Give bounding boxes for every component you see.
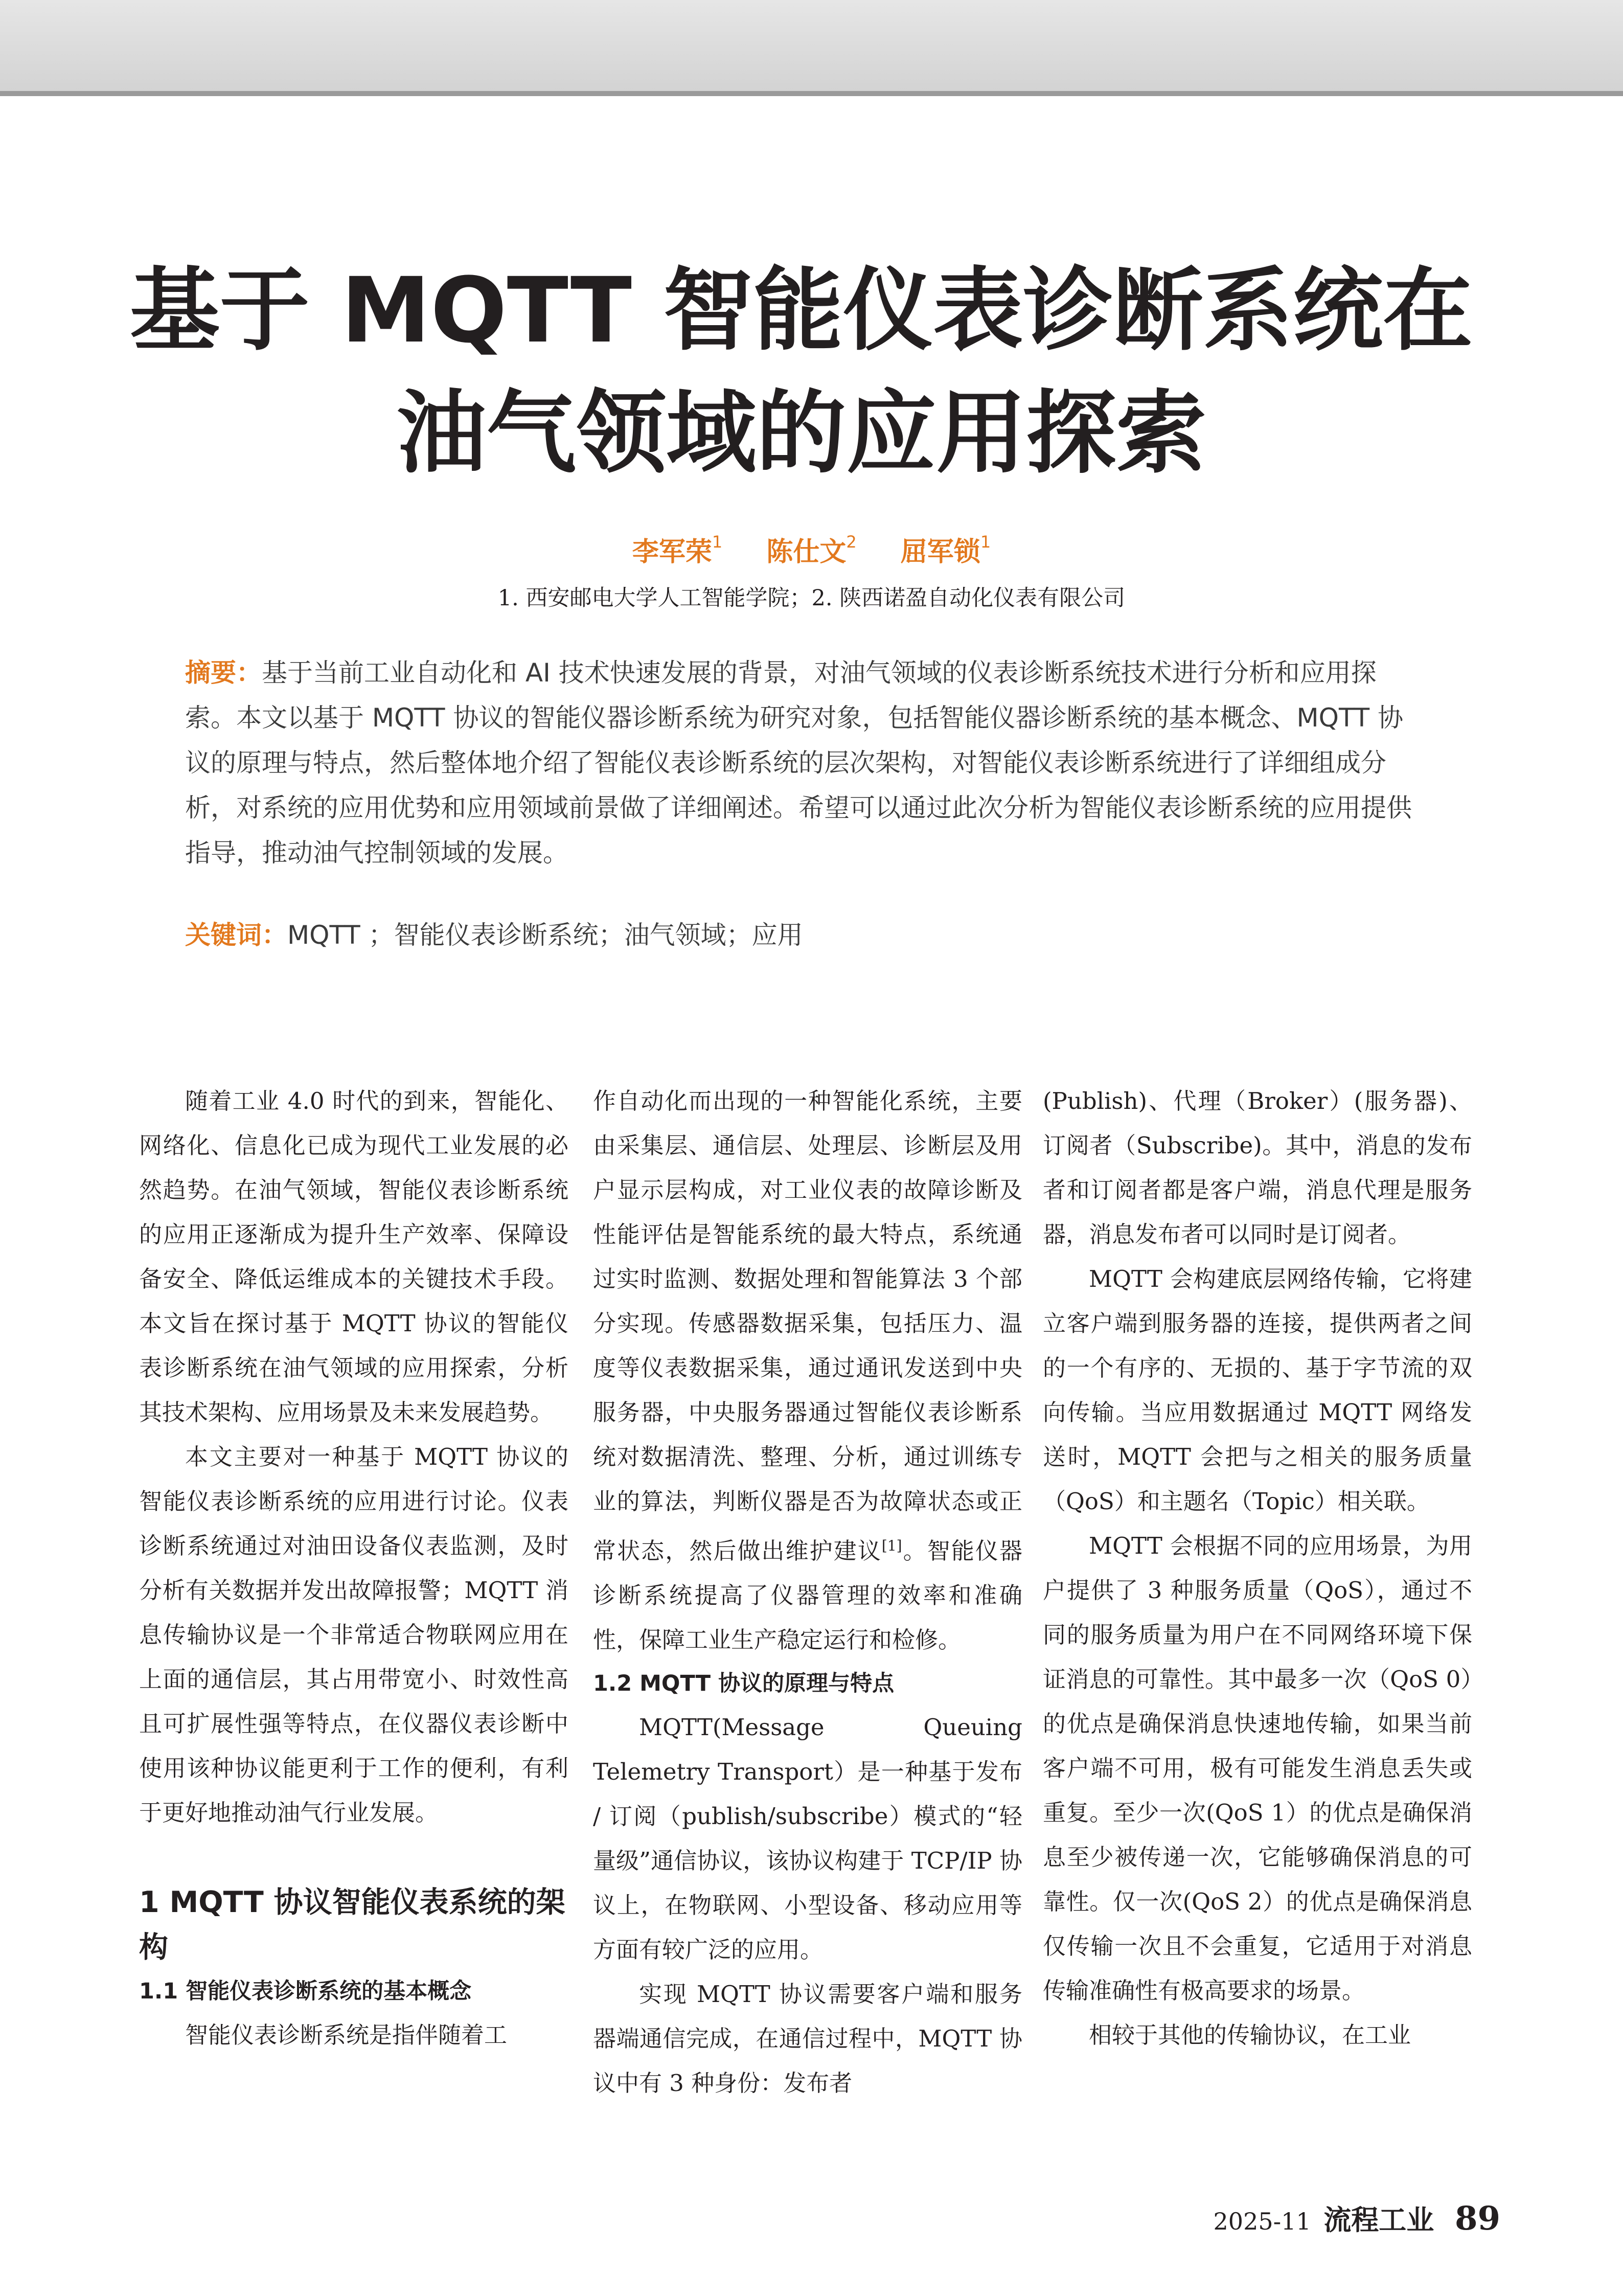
paragraph: MQTT 会构建底层网络传输，它将建立客户端到服务器的连接，提供两者之间的一个有序的、无损的、基于字节流的双向传输。当应用数据通过 MQTT 网络发送时，MQTT 会把与之相关的服务质量（QoS）和主题名（Topic）相关联。 [1043,1265,1472,1515]
paragraph: 实现 MQTT 协议需要客户端和服务器端通信完成，在通信过程中，MQTT 协议中有 3 种身份：发布者 [593,1981,1022,2097]
keywords [185,913,1422,958]
paragraph: 智能仪表诊断系统是指伴随着工 [185,2021,508,2049]
paragraph: 作自动化而出现的一种智能化系统，主要由采集层、通信层、处理层、诊断层及用户显示层构成，对工业仪表的故障诊断及性能评估是智能系统的最大特点，系统通过实时监测、数据处理和智能算法 3 个部分实现。传感器数据采集，包括压力、温度等仪表数据采集，通过通讯发送到中央服务器，中央服务器通过智能仪表诊断系统对数据清洗、整理、分析，通过训练专业的算法，判断仪器是否为故障状态或正常状态，然后做出维护建议[1]。智能仪器诊断系统提高了仪器管理的效率和准确性，保障工业生产稳定运行和检修。 [593,1087,1022,1653]
body-column-1 [139,1079,568,2057]
paragraph: MQTT 会根据不同的应用场景，为用户提供了 3 种服务质量（QoS），通过不同的服务质量为用户在不同网络环境下保证消息的可靠性。其中最多一次（QoS 0）的优点是确保消息快速地传输，如果当前客户端不可用，极有可能发生消息丢失或重复。至少一次(QoS 1）的优点是确保消息至少被传递一次，它能够确保消息的可靠性。仅一次(QoS 2）的优点是确保消息仅传输一次且不会重复，它适用于对消息传输准确性有极高要求的场景。 [1043,1532,1472,2004]
paragraph: 相较于其他的传输协议，在工业 [1089,2021,1411,2049]
paragraph: MQTT(Message Queuing Telemetry Transport）是一种基于发布 / 订阅（publish/subscribe）模式的“轻量级”通信协议，该协议构建于 TCP/IP 协议上，在物联网、小型设备、移动应用等方面有较广泛的应用。 [593,1714,1022,1963]
paragraph: (Publish)、代理（Broker）(服务器)、订阅者（Subscribe)。其中，消息的发布者和订阅者都是客户端，消息代理是服务器，消息发布者可以同时是订阅者。 [1043,1087,1472,1248]
journal-name: 流程工业 [1323,2203,1434,2236]
abstract-text: 基于当前工业自动化和 AI 技术快速发展的背景，对油气领域的仪表诊断系统技术进行分析和应用探索。本文以基于 MQTT 协议的智能仪器诊断系统为研究对象，包括智能仪器诊断系统的基本概念、MQTT 协议的原理与特点，然后整体地介绍了智能仪表诊断系统的层次架构，对智能仪表诊断系统进行了详细组成分析，对系统的应用优势和应用领域前景做了详细阐述。希望可以通过此次分析为智能仪表诊断系统的应用提供指导，推动油气控制领域的发展。 [185,658,1412,868]
issue-date: 2025-11 [1213,2208,1311,2235]
paragraph: 本文主要对一种基于 MQTT 协议的智能仪表诊断系统的应用进行讨论。仪表诊断系统通过对油田设备仪表监测，及时分析有关数据并发出故障报警；MQTT 消息传输协议是一个非常适合物联网应用在上面的通信层，其占用带宽小、时效性高且可扩展性强等特点，在仪器仪表诊断中使用该种协议能更利于工作的便利，有利于更好地推动油气行业发展。 [139,1443,568,1826]
author: 李军荣$^1$ [632,532,723,567]
keywords-label: 关键词： [185,920,287,950]
affiliations: 1. 西安邮电大学人工智能学院；2. 陕西诺盈自动化仪表有限公司 [497,585,1126,611]
article-title [102,249,1500,495]
author-list [0,524,1623,570]
body-column-3 [1043,1079,1472,2057]
section-heading: 1 MQTT 协议智能仪表系统的架构 [139,1885,565,1964]
header-bar [0,0,1623,96]
page-number: 89 [1454,2199,1500,2238]
author: 陈仕文$^2$ [766,532,857,567]
author: 屈军锁$^1$ [900,532,991,567]
body-column-2 [593,1079,1022,2105]
paragraph: 随着工业 4.0 时代的到来，智能化、网络化、信息化已成为现代工业发展的必然趋势。在油气领域，智能仪表诊断系统的应用正逐渐成为提升生产效率、保障设备安全、降低运维成本的关键技术手段。本文旨在探讨基于 MQTT 协议的智能仪表诊断系统在油气领域的应用探索，分析其技术架构、应用场景及未来发展趋势。 [139,1087,568,1426]
page-footer [1214,2198,1500,2242]
subsection-heading: 1.2 MQTT 协议的原理与特点 [593,1671,895,1696]
abstract [185,650,1422,875]
keywords-text: MQTT ；智能仪表诊断系统；油气领域；应用 [287,920,803,950]
abstract-label: 摘要： [185,658,262,688]
citation: [1] [881,1537,902,1554]
title-line-2: 油气领域的应用探索 [396,381,1206,486]
title-line-1: 基于 MQTT 智能仪表诊断系统在 [129,258,1473,363]
subsection-heading: 1.1 智能仪表诊断系统的基本概念 [139,1979,472,2004]
